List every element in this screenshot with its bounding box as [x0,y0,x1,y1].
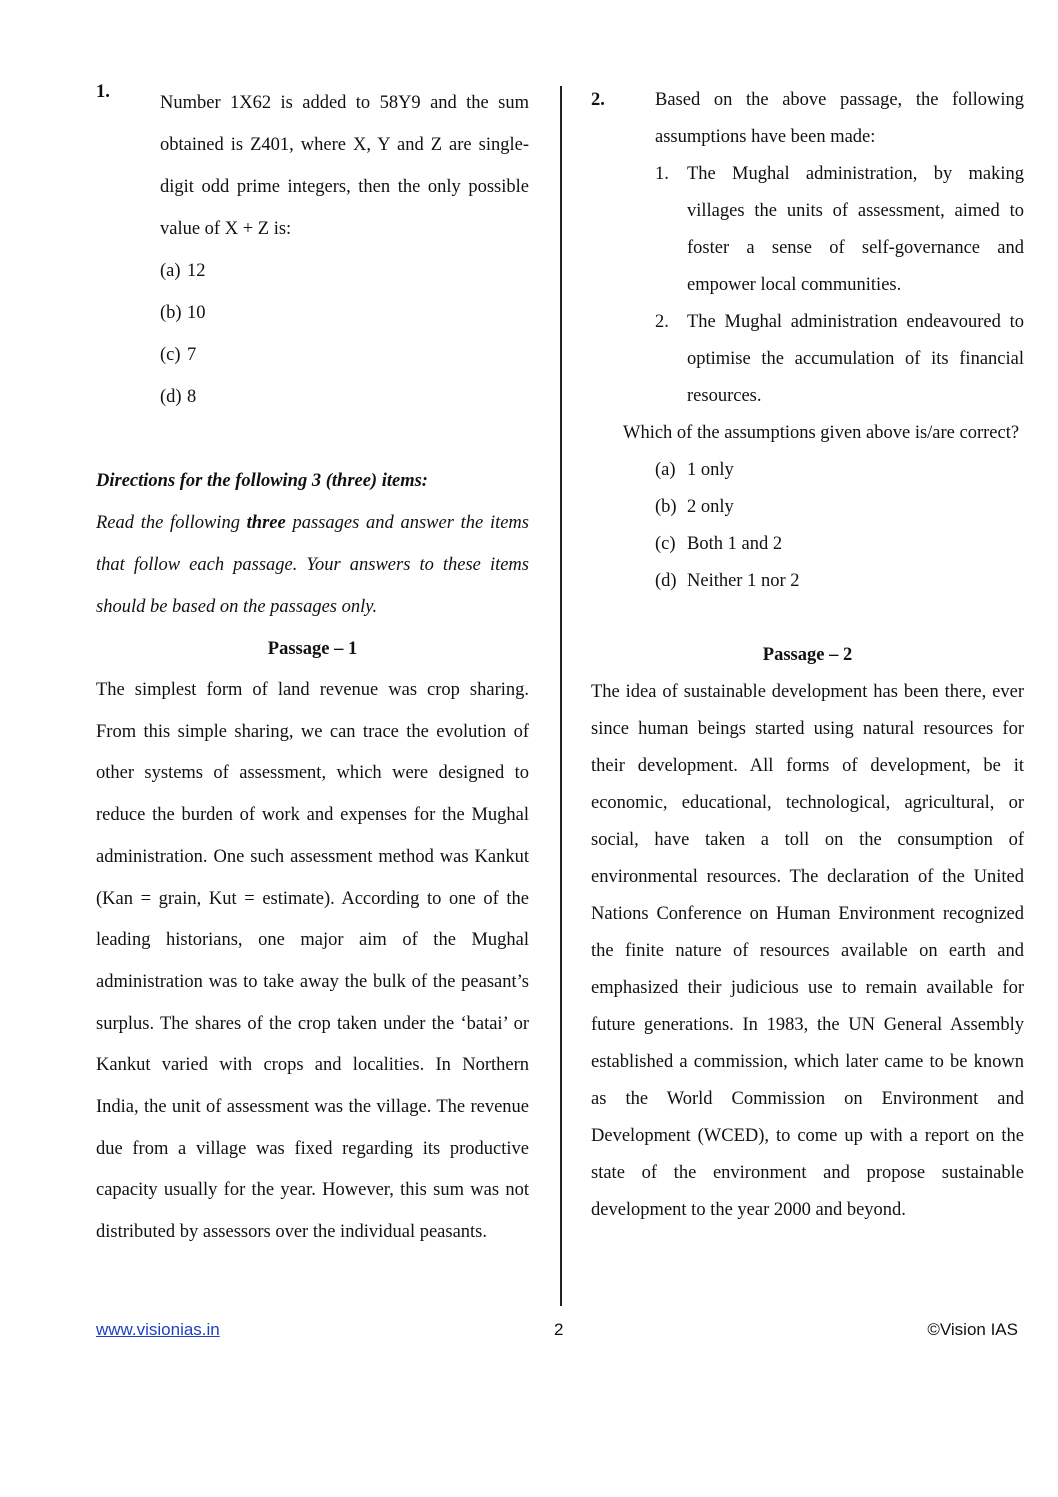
option-label: (b) [160,303,182,323]
question-number: 2. [591,90,605,110]
option-text: 1 only [687,460,734,480]
directions-title: Directions for the following 3 (three) items: [96,471,428,491]
question-1 [96,82,529,418]
option-label: (a) [655,460,676,480]
option-d[interactable] [655,563,1024,600]
option-b[interactable] [655,489,1024,526]
option-b[interactable] [160,292,529,334]
option-label: (a) [160,261,181,281]
option-label: (b) [655,497,677,517]
option-text: 7 [187,345,197,365]
passage-2-text: The idea of sustainable development has been there, ever since human beings started using natural resources for their development. All forms of development, be it economic, educational, technological, agricultural, or social, have taken a toll on the consumption of environmental resources. The declaration of the United Nations Conference on Human Environment recognized the finite nature of resources available on earth and emphasized their judicious use to remain available for future generations. In 1983, the UN General Assembly established a commission, which later came to be known as the World Commission on Environment and Development (WCED), to come up with a report on the state of the environment and propose sustainable development to the year 2000 and beyond. [591,682,1024,1220]
question-2 [591,82,1024,600]
option-d[interactable] [160,376,529,418]
option-label: (d) [160,387,182,407]
passage-2-title: Passage – 2 [762,645,853,665]
option-a[interactable] [160,250,529,292]
option-text: Neither 1 nor 2 [687,571,800,591]
option-text: Both 1 and 2 [687,534,783,554]
option-label: (c) [655,534,676,554]
option-label: (d) [655,571,677,591]
option-text: 8 [187,387,197,407]
assumption-list [655,156,1024,415]
directions-emphasis: three [246,513,286,533]
option-c[interactable] [655,526,1024,563]
option-text: 10 [187,303,206,323]
assumption-1: 1. The Mughal administration, by making villages the units of assessment, aimed to foster a sense of self-governance and empower local communities. [655,164,1024,295]
passage-1-text: The simplest form of land revenue was crop sharing. From this simple sharing, we can trace the evolution of other systems of assessment, which were designed to reduce the burden of work and expenses for the Mughal administration. One such assessment method was Kankut (Kan = grain, Kut = estimate). According to one of the leading historians, one major aim of the Mughal administration was to take away the bulk of the peasant’s surplus. The shares of the crop taken under the ‘batai’ or Kankut varied with crops and localities. In Northern India, the unit of assessment was the village. The revenue due from a village was fixed regarding its productive capacity usually for the year. However, this sum was not distributed by assessors over the individual peasants. [96,680,529,1243]
website-link[interactable]: www.visionias.in [96,1320,220,1339]
option-text: 12 [187,261,206,281]
page-number: 2 [554,1320,564,1339]
option-label: (c) [160,345,181,365]
option-text: 2 only [687,497,734,517]
page-footer [96,1320,1018,1344]
question-stem: Number 1X62 is added to 58Y9 and the sum obtained is Z401, where X, Y and Z are single-digit odd prime integers, then the only possible value of X + Z is: [160,93,529,239]
directions-text: Read the following three passages and answer the items that follow each passage. Your answers to these items should be based on the passages only. [96,513,529,617]
question-stem: Based on the above passage, the following assumptions have been made: [655,90,1024,147]
option-c[interactable] [160,334,529,376]
assumption-2: 2. The Mughal administration endeavoured to optimise the accumulation of its financial resources. [655,312,1024,406]
question-number: 1. [96,82,110,102]
option-a[interactable] [655,452,1024,489]
copyright-brand: ©Vision IAS [927,1320,1018,1339]
left-column [96,82,529,1254]
passage-1-title: Passage – 1 [267,639,358,659]
question-prompt: Which of the assumptions given above is/are correct? [623,423,1020,443]
right-column [591,82,1024,1229]
column-divider [560,86,562,1306]
